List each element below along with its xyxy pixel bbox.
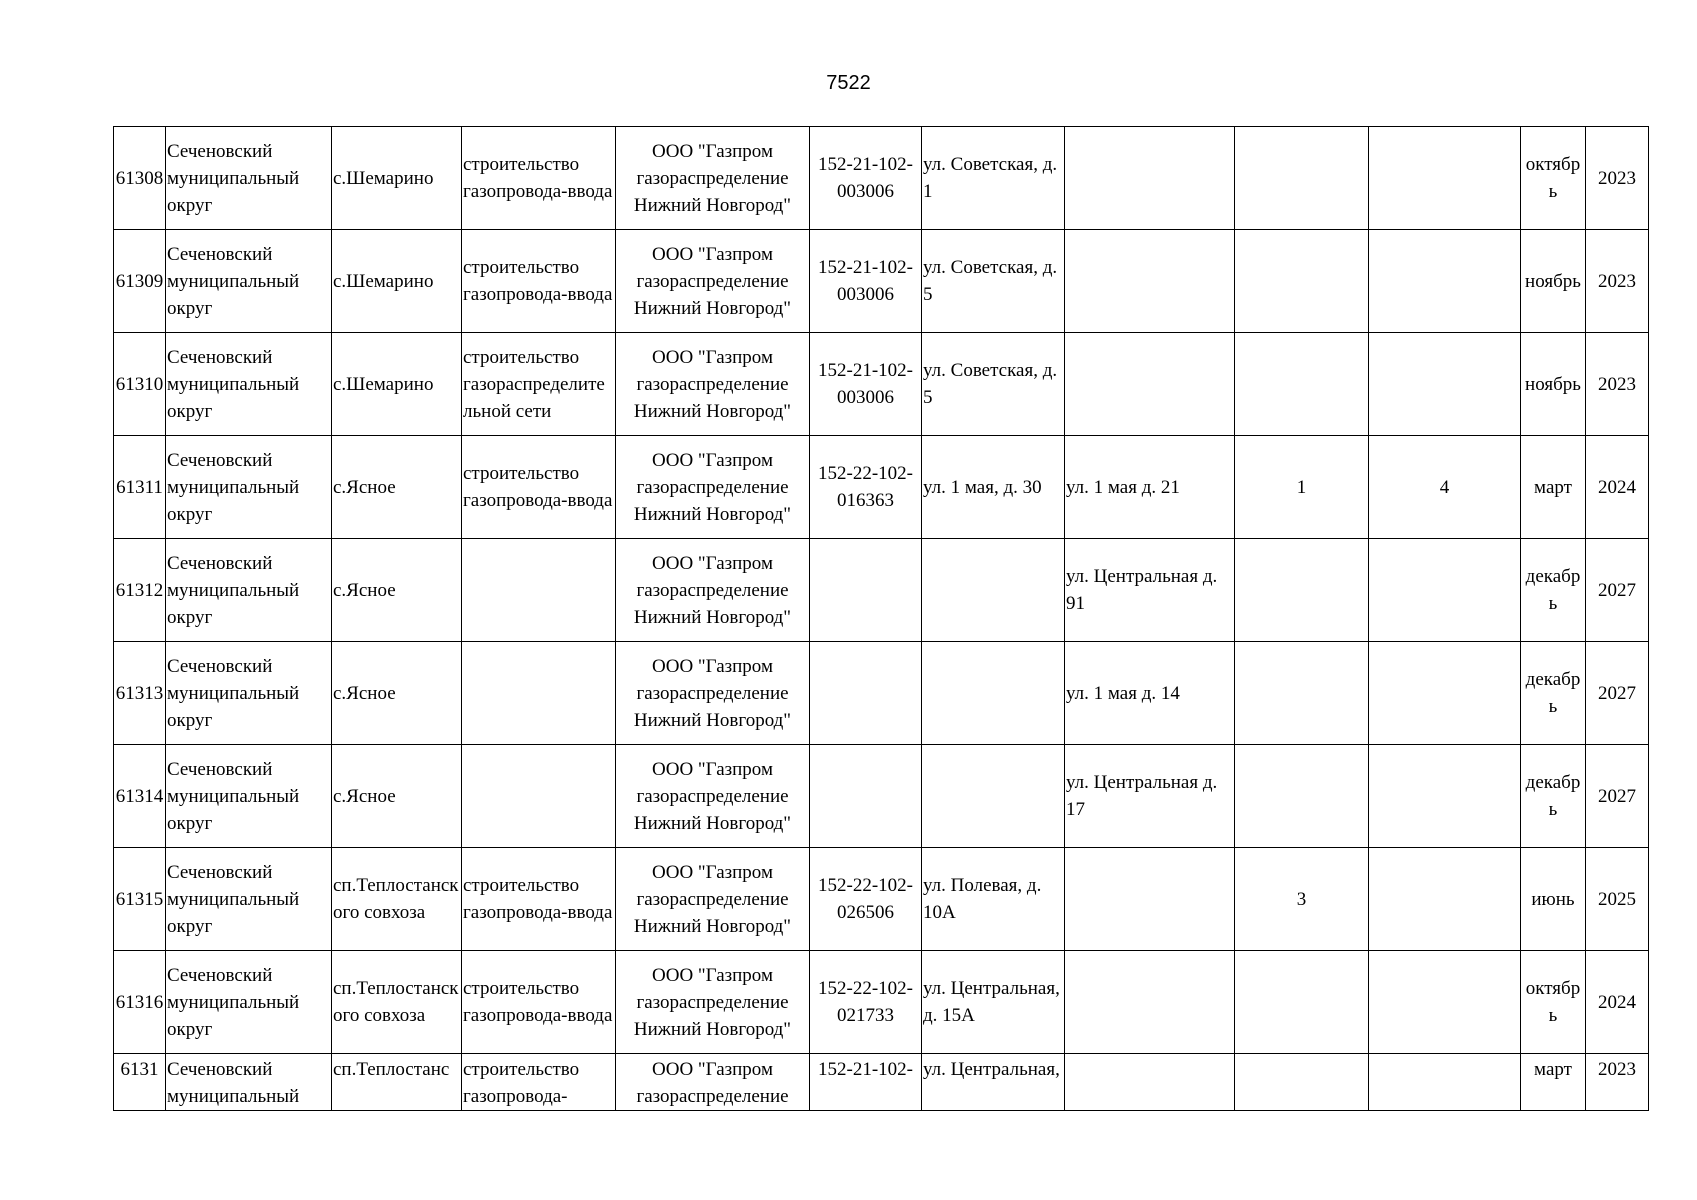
- cell-year: 2025: [1586, 848, 1649, 951]
- cell-locality: с.Шемарино: [332, 127, 462, 230]
- cell-address: [922, 642, 1065, 745]
- cell-work-type: строительство газопровода-ввода: [462, 230, 616, 333]
- cell-year: 2023: [1586, 127, 1649, 230]
- cell-organization: ООО "Газпром газораспределение Нижний Новгород": [616, 127, 810, 230]
- cell-work-type: строительство газопровода-: [462, 1054, 616, 1111]
- cell-year: 2027: [1586, 745, 1649, 848]
- cell-address: [922, 745, 1065, 848]
- table-row: [114, 1054, 1649, 1111]
- cell-district: Сеченовский муниципальный округ: [166, 333, 332, 436]
- cell-num-2: [1369, 848, 1521, 951]
- cell-code: [810, 539, 922, 642]
- cell-month: октябрь: [1521, 127, 1586, 230]
- cell-locality: с.Шемарино: [332, 333, 462, 436]
- cell-num-1: [1235, 1054, 1369, 1111]
- cell-month: октябрь: [1521, 951, 1586, 1054]
- cell-id: 61316: [114, 951, 166, 1054]
- cell-organization: ООО "Газпром газораспределение: [616, 1054, 810, 1111]
- cell-num-2: [1369, 539, 1521, 642]
- cell-year: 2027: [1586, 642, 1649, 745]
- cell-year: 2023: [1586, 1054, 1649, 1111]
- cell-district: Сеченовский муниципальный округ: [166, 436, 332, 539]
- cell-id: 61309: [114, 230, 166, 333]
- cell-code: 152-22-102-016363: [810, 436, 922, 539]
- cell-address: ул. 1 мая, д. 30: [922, 436, 1065, 539]
- cell-month: декабрь: [1521, 745, 1586, 848]
- cell-address-2: ул. 1 мая д. 14: [1065, 642, 1235, 745]
- cell-num-1: [1235, 333, 1369, 436]
- cell-locality: сп.Теплостанского совхоза: [332, 951, 462, 1054]
- cell-work-type: строительство газопровода-ввода: [462, 951, 616, 1054]
- cell-month: июнь: [1521, 848, 1586, 951]
- cell-district: Сеченовский муниципальный округ: [166, 230, 332, 333]
- cell-organization: ООО "Газпром газораспределение Нижний Новгород": [616, 436, 810, 539]
- cell-year: 2023: [1586, 230, 1649, 333]
- table-row: [114, 951, 1649, 1054]
- cell-num-2: [1369, 1054, 1521, 1111]
- cell-num-2: 4: [1369, 436, 1521, 539]
- cell-work-type: [462, 745, 616, 848]
- cell-address-2: ул. Центральная д. 17: [1065, 745, 1235, 848]
- cell-district: Сеченовский муниципальный округ: [166, 642, 332, 745]
- cell-code: 152-21-102-003006: [810, 127, 922, 230]
- cell-code: [810, 642, 922, 745]
- cell-organization: ООО "Газпром газораспределение Нижний Новгород": [616, 333, 810, 436]
- cell-id: 6131: [114, 1054, 166, 1111]
- table-body: [114, 127, 1649, 1111]
- cell-address-2: ул. Центральная д. 91: [1065, 539, 1235, 642]
- cell-work-type: строительство газопровода-ввода: [462, 127, 616, 230]
- cell-district: Сеченовский муниципальный округ: [166, 127, 332, 230]
- cell-year: 2024: [1586, 951, 1649, 1054]
- cell-year: 2027: [1586, 539, 1649, 642]
- cell-month: декабрь: [1521, 642, 1586, 745]
- page-number: 7522: [826, 72, 871, 94]
- cell-work-type: [462, 539, 616, 642]
- table-row: [114, 230, 1649, 333]
- cell-id: 61312: [114, 539, 166, 642]
- cell-year: 2024: [1586, 436, 1649, 539]
- cell-num-1: [1235, 951, 1369, 1054]
- cell-organization: ООО "Газпром газораспределение Нижний Новгород": [616, 848, 810, 951]
- cell-address-2: ул. 1 мая д. 21: [1065, 436, 1235, 539]
- cell-address-2: [1065, 951, 1235, 1054]
- cell-work-type: строительство газораспределительной сети: [462, 333, 616, 436]
- cell-month: декабрь: [1521, 539, 1586, 642]
- cell-month: ноябрь: [1521, 333, 1586, 436]
- cell-code: 152-21-102-: [810, 1054, 922, 1111]
- table-row: [114, 127, 1649, 230]
- cell-work-type: [462, 642, 616, 745]
- cell-address: ул. Советская, д. 1: [922, 127, 1065, 230]
- cell-address: ул. Центральная, д. 15А: [922, 951, 1065, 1054]
- table-row: [114, 745, 1649, 848]
- cell-organization: ООО "Газпром газораспределение Нижний Новгород": [616, 745, 810, 848]
- cell-locality: сп.Теплостанс: [332, 1054, 462, 1111]
- cell-work-type: строительство газопровода-ввода: [462, 436, 616, 539]
- cell-num-2: [1369, 642, 1521, 745]
- cell-organization: ООО "Газпром газораспределение Нижний Новгород": [616, 230, 810, 333]
- cell-address: ул. Советская, д. 5: [922, 333, 1065, 436]
- cell-id: 61313: [114, 642, 166, 745]
- cell-code: 152-22-102-021733: [810, 951, 922, 1054]
- cell-code: 152-21-102-003006: [810, 230, 922, 333]
- cell-num-2: [1369, 333, 1521, 436]
- cell-num-1: 3: [1235, 848, 1369, 951]
- cell-locality: сп.Теплостанского совхоза: [332, 848, 462, 951]
- cell-address-2: [1065, 127, 1235, 230]
- cell-id: 61314: [114, 745, 166, 848]
- cell-code: [810, 745, 922, 848]
- cell-num-1: [1235, 127, 1369, 230]
- cell-num-2: [1369, 745, 1521, 848]
- cell-num-1: 1: [1235, 436, 1369, 539]
- cell-num-1: [1235, 642, 1369, 745]
- cell-id: 61310: [114, 333, 166, 436]
- cell-organization: ООО "Газпром газораспределение Нижний Новгород": [616, 642, 810, 745]
- cell-num-2: [1369, 127, 1521, 230]
- cell-organization: ООО "Газпром газораспределение Нижний Новгород": [616, 951, 810, 1054]
- cell-work-type: строительство газопровода-ввода: [462, 848, 616, 951]
- cell-district: Сеченовский муниципальный округ: [166, 848, 332, 951]
- cell-address: ул. Советская, д. 5: [922, 230, 1065, 333]
- cell-num-1: [1235, 539, 1369, 642]
- table-row: [114, 539, 1649, 642]
- cell-address: ул. Центральная,: [922, 1054, 1065, 1111]
- cell-month: март: [1521, 436, 1586, 539]
- gas-connection-table: [113, 126, 1649, 1111]
- table-row: [114, 333, 1649, 436]
- cell-code: 152-21-102-003006: [810, 333, 922, 436]
- cell-district: Сеченовский муниципальный: [166, 1054, 332, 1111]
- cell-district: Сеченовский муниципальный округ: [166, 951, 332, 1054]
- cell-id: 61311: [114, 436, 166, 539]
- cell-locality: с.Ясное: [332, 436, 462, 539]
- cell-locality: с.Ясное: [332, 642, 462, 745]
- cell-locality: с.Ясное: [332, 745, 462, 848]
- cell-month: март: [1521, 1054, 1586, 1111]
- table-row: [114, 848, 1649, 951]
- cell-id: 61315: [114, 848, 166, 951]
- cell-address: [922, 539, 1065, 642]
- cell-address-2: [1065, 230, 1235, 333]
- cell-district: Сеченовский муниципальный округ: [166, 539, 332, 642]
- cell-code: 152-22-102-026506: [810, 848, 922, 951]
- cell-address-2: [1065, 333, 1235, 436]
- table-row: [114, 436, 1649, 539]
- cell-num-2: [1369, 230, 1521, 333]
- cell-address: ул. Полевая, д. 10А: [922, 848, 1065, 951]
- cell-locality: с.Шемарино: [332, 230, 462, 333]
- cell-num-2: [1369, 951, 1521, 1054]
- cell-id: 61308: [114, 127, 166, 230]
- cell-district: Сеченовский муниципальный округ: [166, 745, 332, 848]
- cell-num-1: [1235, 745, 1369, 848]
- cell-address-2: [1065, 1054, 1235, 1111]
- cell-organization: ООО "Газпром газораспределение Нижний Новгород": [616, 539, 810, 642]
- cell-month: ноябрь: [1521, 230, 1586, 333]
- cell-year: 2023: [1586, 333, 1649, 436]
- cell-locality: с.Ясное: [332, 539, 462, 642]
- cell-address-2: [1065, 848, 1235, 951]
- table-row: [114, 642, 1649, 745]
- cell-num-1: [1235, 230, 1369, 333]
